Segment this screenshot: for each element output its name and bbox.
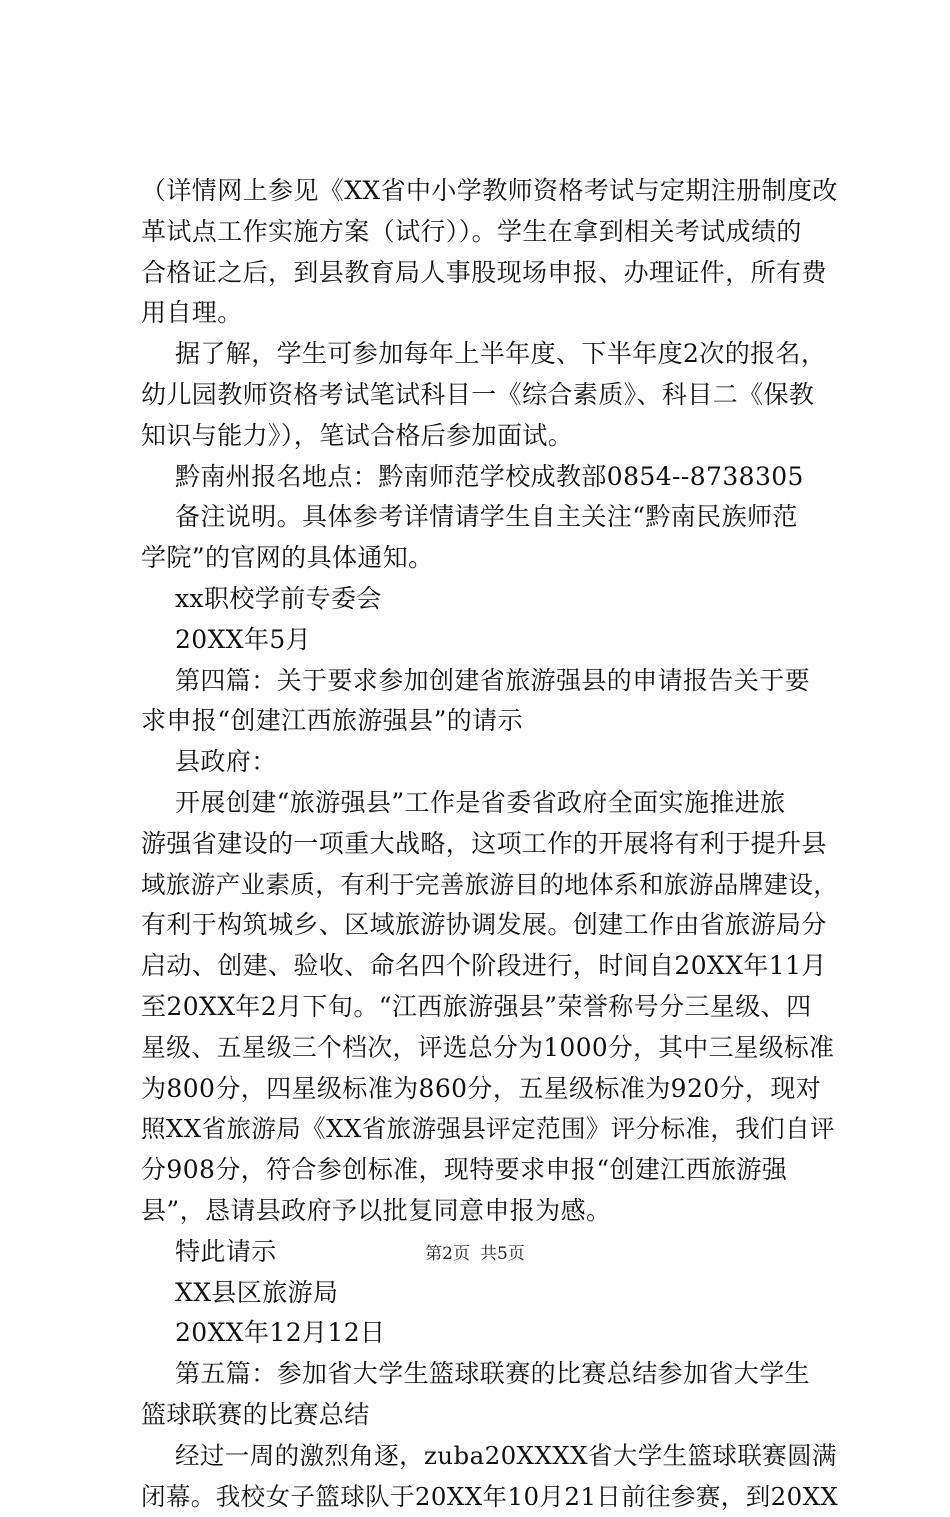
text-line: 据了解，学生可参加每年上半年度、下半年度2次的报名， — [141, 334, 837, 375]
text-line: 第四篇：关于要求参加创建省旅游强县的申请报告关于要 — [141, 661, 837, 702]
text-line: 有利于构筑城乡、区域旅游协调发展。创建工作由省旅游局分 — [141, 905, 837, 946]
total-pages: 共5页 — [480, 1244, 525, 1264]
text-line: 启动、创建、验收、命名四个阶段进行，时间自20XX年11月 — [141, 946, 837, 987]
text-line: 经过一周的激烈角逐，zuba20XXXX省大学生篮球联赛圆满 — [141, 1436, 837, 1477]
text-line: 备注说明。具体参考详情请学生自主关注“黔南民族师范 — [141, 497, 837, 538]
text-line: 20XX年5月 — [141, 620, 837, 661]
page-number: 第2页 — [425, 1244, 470, 1264]
text-line: 合格证之后，到县教育局人事股现场申报、办理证件，所有费 — [141, 253, 837, 294]
text-line: 至20XX年2月下旬。“江西旅游强县”荣誉称号分三星级、四 — [141, 987, 837, 1028]
page-footer — [0, 1242, 950, 1266]
text-line: 求申报“创建江西旅游强县”的请示 — [141, 701, 837, 742]
text-line: 革试点工作实施方案（试行））。学生在拿到相关考试成绩的 — [141, 212, 837, 253]
text-line: 20XX年12月12日 — [141, 1313, 837, 1354]
text-line: 幼儿园教师资格考试笔试科目一《综合素质》、科目二《保教 — [141, 375, 837, 416]
text-line: 分908分，符合参创标准，现特要求申报“创建江西旅游强 — [141, 1150, 837, 1191]
text-line: XX县区旅游局 — [141, 1273, 837, 1314]
text-line: 为800分，四星级标准为860分，五星级标准为920分，现对 — [141, 1069, 837, 1110]
text-line: 知识与能力》），笔试合格后参加面试。 — [141, 416, 837, 457]
text-line: 黔南州报名地点：黔南师范学校成教部0854--8738305 — [141, 457, 837, 498]
text-line: 学院”的官网的具体通知。 — [141, 538, 837, 579]
text-line: （详情网上参见《XX省中小学教师资格考试与定期注册制度改 — [141, 171, 837, 212]
text-line: 特此请示 — [141, 1232, 837, 1273]
text-line: 闭幕。我校女子篮球队于20XX年10月21日前往参赛，到20XX — [141, 1477, 837, 1517]
text-line: 照XX省旅游局《XX省旅游强县评定范围》评分标准，我们自评 — [141, 1109, 837, 1150]
text-line: 域旅游产业素质，有利于完善旅游目的地体系和旅游品牌建设， — [141, 865, 837, 906]
text-line: 篮球联赛的比赛总结 — [141, 1395, 837, 1436]
text-line: 第五篇：参加省大学生篮球联赛的比赛总结参加省大学生 — [141, 1354, 837, 1395]
document-body — [141, 171, 837, 1517]
text-line: xx职校学前专委会 — [141, 579, 837, 620]
text-line: 游强省建设的一项重大战略，这项工作的开展将有利于提升县 — [141, 824, 837, 865]
text-line: 开展创建“旅游强县”工作是省委省政府全面实施推进旅 — [141, 783, 837, 824]
text-line: 星级、五星级三个档次，评选总分为1000分，其中三星级标准 — [141, 1028, 837, 1069]
text-line: 县”，恳请县政府予以批复同意申报为感。 — [141, 1191, 837, 1232]
text-line: 用自理。 — [141, 293, 837, 334]
text-line: 县政府： — [141, 742, 837, 783]
